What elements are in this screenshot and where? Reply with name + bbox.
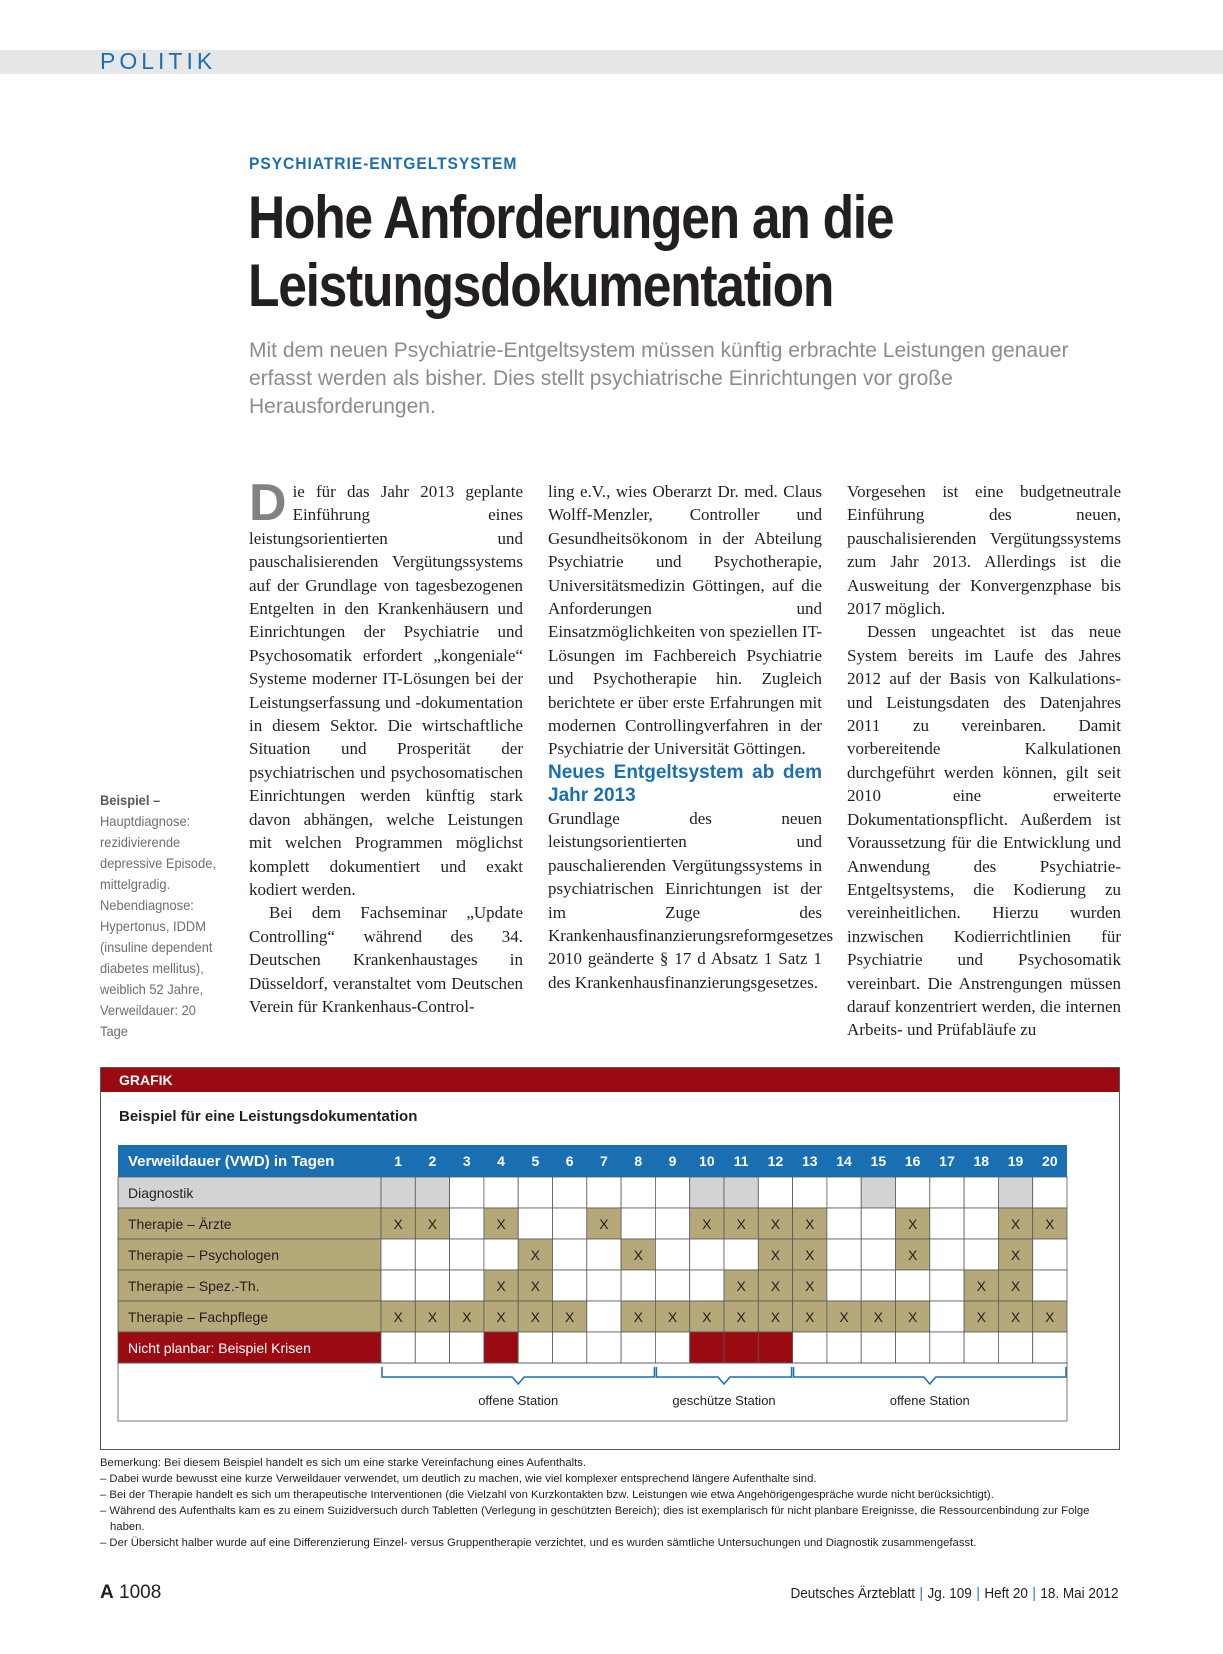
x-mark: X <box>770 1247 781 1263</box>
table-cell <box>964 1239 998 1270</box>
journal-issue: Heft 20 <box>983 1585 1028 1602</box>
x-mark: X <box>805 1216 815 1232</box>
table-cell <box>484 1239 518 1270</box>
table-cell <box>930 1177 964 1208</box>
x-mark: X <box>907 1309 918 1325</box>
table-cell <box>415 1239 449 1270</box>
table-cell <box>827 1208 861 1239</box>
day-header: 5 <box>531 1153 540 1169</box>
x-mark: X <box>770 1216 781 1232</box>
journal-footer: Deutsches Ärzteblatt | Jg. 109 | Heft 20 | 18. Mai 2012 <box>789 1585 1118 1602</box>
station-label: geschütze Station <box>672 1393 776 1408</box>
x-mark: X <box>805 1278 815 1294</box>
row-label: Therapie – Ärzte <box>128 1216 232 1232</box>
table-cell <box>861 1208 895 1239</box>
table-cell <box>587 1239 621 1270</box>
station-bracket <box>382 1367 654 1384</box>
x-mark: X <box>702 1309 712 1325</box>
note-line: – Dabei wurde bewusst eine kurze Verweildauer verwendet, um deutlich zu machen, wie viel komplexer entsprechend längere Aufenthalte sind. <box>100 1473 817 1485</box>
article-intro: Mit dem neuen Psychiatrie-Entgeltsystem müssen künftig erbrachte Leistungen genauer erfasst werden als bisher. Dies stellt psychiatrische Einrichtungen vor große Herausforderungen. <box>249 339 1069 418</box>
table-cell <box>587 1177 621 1208</box>
table-cell <box>415 1270 449 1301</box>
table-cell <box>964 1208 998 1239</box>
table-cell <box>518 1332 552 1363</box>
x-mark: X <box>599 1216 609 1232</box>
table-cell <box>827 1239 861 1270</box>
table-cell <box>655 1332 689 1363</box>
body-column-2 <box>548 480 834 994</box>
article-kicker: PSYCHIATRIE-ENTGELTSYSTEM <box>249 154 518 173</box>
day-header: 3 <box>462 1153 471 1169</box>
day-header: 9 <box>668 1153 677 1169</box>
table-cell <box>381 1239 415 1270</box>
table-cell <box>930 1208 964 1239</box>
day-header: 14 <box>836 1153 852 1169</box>
x-mark: X <box>530 1247 541 1263</box>
table-header-label: Verweildauer (VWD) in Tagen <box>128 1153 335 1170</box>
table-cell <box>553 1332 587 1363</box>
journal-name: Deutsches Ärzteblatt <box>789 1585 915 1602</box>
station-bracket <box>656 1367 791 1384</box>
table-cell <box>587 1301 621 1332</box>
x-mark: X <box>667 1309 678 1325</box>
table-cell <box>450 1270 484 1301</box>
day-header: 20 <box>1042 1153 1058 1169</box>
x-mark: X <box>736 1278 746 1294</box>
table-cell <box>998 1332 1032 1363</box>
x-mark: X <box>530 1309 541 1325</box>
table-cell <box>587 1332 621 1363</box>
table-cell <box>553 1208 587 1239</box>
table-cell <box>861 1177 895 1208</box>
x-mark: X <box>427 1216 438 1232</box>
body-column-1 <box>249 474 523 1018</box>
paragraph-2: Bei dem Fachseminar „Update Controlling“ während des 34. Deutschen Krankenhaustages in Düsseldorf, veranstaltet vom Deutschen Verein für Krankenhaus-Control- <box>249 903 523 1016</box>
x-mark: X <box>976 1309 986 1325</box>
x-mark: X <box>736 1216 746 1232</box>
table-cell <box>1033 1332 1067 1363</box>
grafik-title: Beispiel für eine Leistungsdokumentation <box>119 1108 418 1125</box>
x-mark: X <box>770 1278 781 1294</box>
x-mark: X <box>427 1309 438 1325</box>
station-area <box>118 1363 1067 1421</box>
table-cell <box>518 1177 552 1208</box>
day-header: 8 <box>634 1153 643 1169</box>
table-cell <box>758 1177 792 1208</box>
grafik-notes <box>100 1455 1120 1551</box>
day-header: 15 <box>870 1153 887 1169</box>
row-label: Therapie – Fachpflege <box>128 1309 269 1325</box>
table-cell <box>724 1177 758 1208</box>
day-header: 16 <box>904 1153 921 1169</box>
table-cell <box>690 1177 724 1208</box>
table-cell <box>793 1177 827 1208</box>
subheading: Neues Entgeltsystem ab dem Jahr 2013 <box>548 761 822 806</box>
note-line: – Während des Aufenthalts kam es zu einem Suizidversuch durch Tabletten (Verlegung in geschützten Bereich); dies ist exemplarisch für nicht planbare Ereignisse, die Ressourcenbindung zur Folge haben. <box>100 1505 1090 1533</box>
x-mark: X <box>496 1309 506 1325</box>
x-mark: X <box>393 1309 403 1325</box>
table-cell <box>861 1239 895 1270</box>
station-label: offene Station <box>889 1393 970 1408</box>
paragraph-6: Dessen ungeachtet ist das neue System bereits im Laufe des Jahres 2012 auf der Basis von Kalkulations- und Leistungsdaten des Datenjahres 2011 zu vereinbaren. Damit vorbereitende Kalkulationen durchgeführt werden können, gilt seit 2010 eine erweiterte Dokumentationspflicht. Außerdem ist Voraussetzung für die Entwicklung und Anwendung des Psychiatrie-Entgeltsystems, die Kodierung zu vereinheitlichen. Hierzu wurden inzwischen Kodierrichtlinien für Psychiatrie und Psychosomatik vereinbart. Die Anstrengungen müssen darauf konzentriert werden, die internen Arbeits- und Prüfabläufe zu <box>847 622 1121 1040</box>
table-cell <box>450 1332 484 1363</box>
sidenote-title: Beispiel – <box>100 792 161 808</box>
page-number: A 1008 <box>100 1582 162 1603</box>
table-cell <box>1033 1239 1067 1270</box>
table-cell <box>690 1332 724 1363</box>
x-mark: X <box>1010 1278 1021 1294</box>
table-cell <box>655 1270 689 1301</box>
documentation-table <box>101 1068 1119 1449</box>
paragraph-4: Grundlage des neuen leistungsorientierten und pauschalierenden Vergütungssystems in psychiatrischen Einrichtungen ist der im Zuge des Krankenhausfinanzierungsreformgesetzes 2010 geänderte § 17 d Absatz 1 Satz 1 des Krankenhausfinanzierungsgesetzes. <box>548 808 834 992</box>
paragraph-1: ie für das Jahr 2013 geplante Einführung eines leistungsorientierten und pauschalisierenden Vergütungssystems auf der Grundlage von tagesbezogenen Entgelten in den Krankenhäusern und Einrichtungen der Psychiatrie und Psychosomatik erfordert „kongeniale“ Systeme moderner IT-Lösungen bei der Leistungserfassung und -dokumentation in diesem Sektor. Die wirtschaftliche Situation und Prosperität der psychiatrischen und psychosomatischen Einrichtungen werden künftig stark davon abhängen, welche Leistungen mit welchen Programmen möglichst komplett dokumentiert und exakt kodiert werden. <box>249 482 523 899</box>
table-cell <box>827 1332 861 1363</box>
headline-line-1: Hohe Anforderungen an die <box>248 184 894 251</box>
row-label: Diagnostik <box>128 1185 194 1201</box>
table-cell <box>518 1208 552 1239</box>
table-cell <box>758 1332 792 1363</box>
table-cell <box>381 1332 415 1363</box>
table-cell <box>827 1270 861 1301</box>
sidenote <box>100 790 220 1042</box>
table-cell <box>655 1208 689 1239</box>
note-line: – Der Übersicht halber wurde auf eine Differenzierung Einzel- versus Gruppentherapie verzichtet, und es wurden sämtliche Untersuchungen und Diagnostik zusammengefasst. <box>100 1537 977 1549</box>
x-mark: X <box>1010 1309 1021 1325</box>
x-mark: X <box>462 1309 472 1325</box>
table-cell <box>415 1177 449 1208</box>
body-column-3 <box>847 480 1121 1042</box>
x-mark: X <box>839 1309 849 1325</box>
x-mark: X <box>736 1309 746 1325</box>
table-cell <box>861 1332 895 1363</box>
note-line: Bemerkung: Bei diesem Beispiel handelt es sich um eine starke Vereinfachung eines Aufenthalts. <box>100 1457 587 1469</box>
grafik-label: GRAFIK <box>101 1068 1119 1092</box>
x-mark: X <box>564 1309 575 1325</box>
table-cell <box>381 1177 415 1208</box>
x-mark: X <box>873 1309 884 1325</box>
day-header: 11 <box>733 1153 749 1169</box>
x-mark: X <box>496 1278 506 1294</box>
table-cell <box>450 1239 484 1270</box>
table-cell <box>724 1239 758 1270</box>
journal-date: 18. Mai 2012 <box>1039 1585 1118 1602</box>
table-cell <box>827 1177 861 1208</box>
table-cell <box>930 1239 964 1270</box>
x-mark: X <box>805 1309 815 1325</box>
x-mark: X <box>907 1247 918 1263</box>
table-cell <box>553 1239 587 1270</box>
x-mark: X <box>393 1216 403 1232</box>
row-label: Therapie – Spez.-Th. <box>128 1278 260 1294</box>
sidenote-text: Hauptdiagnose: rezidivierende depressive Episode, mittelgradig. Nebendiagnose: Hypertonus, IDDM (insuline dependent diabetes mellitus), weiblich 52 Jahre, Verweildauer: 20 Tage <box>100 813 216 1039</box>
table-cell <box>1033 1270 1067 1301</box>
table-cell <box>998 1177 1032 1208</box>
day-header: 19 <box>1007 1153 1024 1169</box>
table-cell <box>655 1239 689 1270</box>
drop-cap: D <box>249 474 287 532</box>
table-cell <box>553 1177 587 1208</box>
day-header: 1 <box>394 1153 403 1169</box>
table-cell <box>1033 1177 1067 1208</box>
table-cell <box>484 1177 518 1208</box>
day-header: 6 <box>565 1153 574 1169</box>
table-cell <box>587 1270 621 1301</box>
table-cell <box>450 1177 484 1208</box>
table-cell <box>621 1208 655 1239</box>
table-cell <box>896 1270 930 1301</box>
table-cell <box>930 1301 964 1332</box>
x-mark: X <box>530 1278 541 1294</box>
x-mark: X <box>633 1309 643 1325</box>
table-cell <box>690 1270 724 1301</box>
x-mark: X <box>702 1216 712 1232</box>
table-cell <box>930 1270 964 1301</box>
x-mark: X <box>1045 1216 1055 1232</box>
day-header: 2 <box>428 1153 437 1169</box>
station-label: offene Station <box>478 1393 559 1408</box>
row-label: Therapie – Psychologen <box>128 1247 279 1263</box>
table-cell <box>484 1332 518 1363</box>
paragraph-5: Vorgesehen ist eine budgetneutrale Einführung des neuen, pauschalisierenden Vergütungssystems zum Jahr 2013. Allerdings ist die Ausweitung der Konvergenzphase bis 2017 möglich. <box>847 482 1121 619</box>
table-cell <box>553 1270 587 1301</box>
x-mark: X <box>496 1216 506 1232</box>
x-mark: X <box>907 1216 918 1232</box>
table-cell <box>964 1177 998 1208</box>
journal-volume: Jg. 109 <box>927 1585 972 1602</box>
paragraph-3: ling e.V., wies Oberarzt Dr. med. Claus Wolff-Menzler, Controller und Gesundheitsökonom in der Abteilung Psychiatrie und Psychotherapie, Universitätsmedizin Göttingen, auf die Anforderungen und Einsatzmöglichkeiten von speziellen IT- Lösungen im Fachbereich Psychiatrie und Psychotherapie hin. Zugleich berichtete er über erste Erfahrungen mit modernen Controllingverfahren in der Psychiatrie der Universität Göttingen. <box>548 482 822 759</box>
x-mark: X <box>976 1278 986 1294</box>
day-header: 4 <box>497 1153 505 1169</box>
day-header: 7 <box>600 1153 608 1169</box>
row-label: Nicht planbar: Beispiel Krisen <box>128 1340 311 1356</box>
table-cell <box>450 1208 484 1239</box>
day-header: 12 <box>767 1153 784 1169</box>
day-header: 10 <box>699 1153 715 1169</box>
table-cell <box>621 1177 655 1208</box>
x-mark: X <box>633 1247 643 1263</box>
x-mark: X <box>1010 1216 1021 1232</box>
headline-line-2: Leistungsdokumentation <box>248 252 834 319</box>
day-header: 17 <box>939 1153 955 1169</box>
table-cell <box>621 1270 655 1301</box>
table-cell <box>724 1332 758 1363</box>
x-mark: X <box>1010 1247 1021 1263</box>
x-mark: X <box>1045 1309 1055 1325</box>
table-cell <box>964 1332 998 1363</box>
x-mark: X <box>805 1247 815 1263</box>
station-bracket <box>794 1367 1066 1384</box>
x-mark: X <box>770 1309 781 1325</box>
table-cell <box>621 1332 655 1363</box>
section-label: POLITIK <box>100 48 217 74</box>
table-cell <box>861 1270 895 1301</box>
table-cell <box>896 1177 930 1208</box>
table-cell <box>690 1239 724 1270</box>
article-headline <box>248 184 1022 320</box>
table-cell <box>896 1332 930 1363</box>
table-cell <box>415 1332 449 1363</box>
table-cell <box>930 1332 964 1363</box>
table-cell <box>655 1177 689 1208</box>
note-line: – Bei der Therapie handelt es sich um therapeutische Interventionen (die Vielzahl von Kurzkontakten bzw. Leistungen wie etwa Angehörigengespräche wurde nicht berücksichtigt). <box>100 1489 994 1501</box>
table-cell <box>381 1270 415 1301</box>
day-header: 13 <box>801 1153 818 1169</box>
day-header: 18 <box>973 1153 990 1169</box>
grafik-box <box>100 1067 1120 1450</box>
table-cell <box>793 1332 827 1363</box>
